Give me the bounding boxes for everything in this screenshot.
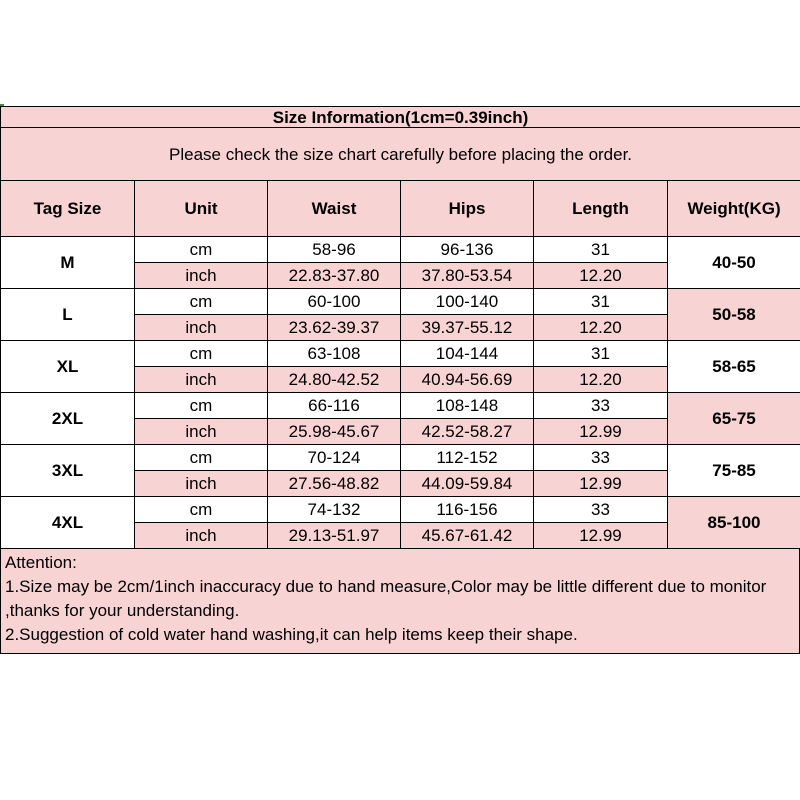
waist-cell: 22.83-37.80 [268,263,401,289]
unit-cell: cm [135,445,268,471]
chart-title: Size Information(1cm=0.39inch) [1,107,800,128]
tag-size-cell: XL [1,341,135,393]
header-weight: Weight(KG) [668,181,800,237]
table-row [1,341,800,367]
table-row [1,497,800,523]
waist-cell: 74-132 [268,497,401,523]
tag-size-cell: 3XL [1,445,135,497]
header-length: Length [534,181,668,237]
length-cell: 12.99 [534,471,668,497]
waist-cell: 70-124 [268,445,401,471]
notes-line-2: 2.Suggestion of cold water hand washing,it can help items keep their shape. [5,625,578,644]
weight-cell: 85-100 [668,497,800,549]
tag-size-cell: 2XL [1,393,135,445]
unit-cell: inch [135,315,268,341]
hips-cell: 40.94-56.69 [401,367,534,393]
hips-cell: 104-144 [401,341,534,367]
waist-cell: 58-96 [268,237,401,263]
header-hips: Hips [401,181,534,237]
table-row [1,393,800,419]
waist-cell: 25.98-45.67 [268,419,401,445]
header-row [1,181,800,237]
waist-cell: 23.62-39.37 [268,315,401,341]
notes-line-1: 1.Size may be 2cm/1inch inaccuracy due to hand measure,Color may be little different due to monitor ,thanks for your understanding. [5,577,767,620]
hips-cell: 42.52-58.27 [401,419,534,445]
waist-cell: 29.13-51.97 [268,523,401,549]
tag-size-cell: 4XL [1,497,135,549]
weight-cell: 75-85 [668,445,800,497]
unit-cell: inch [135,367,268,393]
header-unit: Unit [135,181,268,237]
notes-box [1,549,800,654]
hips-cell: 45.67-61.42 [401,523,534,549]
header-tag-size: Tag Size [1,181,135,237]
unit-cell: cm [135,393,268,419]
size-chart [0,106,800,654]
table-row [1,289,800,315]
unit-cell: inch [135,523,268,549]
length-cell: 12.20 [534,263,668,289]
tag-size-cell: M [1,237,135,289]
length-cell: 33 [534,445,668,471]
hips-cell: 39.37-55.12 [401,315,534,341]
length-cell: 31 [534,341,668,367]
length-cell: 33 [534,497,668,523]
unit-cell: inch [135,419,268,445]
length-cell: 12.99 [534,419,668,445]
hips-cell: 96-136 [401,237,534,263]
hips-cell: 37.80-53.54 [401,263,534,289]
length-cell: 31 [534,289,668,315]
hips-cell: 112-152 [401,445,534,471]
length-cell: 12.20 [534,367,668,393]
weight-cell: 40-50 [668,237,800,289]
length-cell: 12.99 [534,523,668,549]
waist-cell: 27.56-48.82 [268,471,401,497]
table-row [1,237,800,263]
weight-cell: 58-65 [668,341,800,393]
unit-cell: cm [135,497,268,523]
waist-cell: 60-100 [268,289,401,315]
length-cell: 33 [534,393,668,419]
length-cell: 31 [534,237,668,263]
unit-cell: inch [135,263,268,289]
hips-cell: 44.09-59.84 [401,471,534,497]
hips-cell: 108-148 [401,393,534,419]
hips-cell: 100-140 [401,289,534,315]
waist-cell: 66-116 [268,393,401,419]
unit-cell: inch [135,471,268,497]
waist-cell: 63-108 [268,341,401,367]
hips-cell: 116-156 [401,497,534,523]
tag-size-cell: L [1,289,135,341]
length-cell: 12.20 [534,315,668,341]
size-table [0,106,800,549]
table-row [1,445,800,471]
notes-heading: Attention: [5,553,77,572]
waist-cell: 24.80-42.52 [268,367,401,393]
notes-table [0,548,800,654]
chart-subtitle: Please check the size chart carefully before placing the order. [1,128,800,181]
weight-cell: 50-58 [668,289,800,341]
weight-cell: 65-75 [668,393,800,445]
header-waist: Waist [268,181,401,237]
unit-cell: cm [135,237,268,263]
unit-cell: cm [135,341,268,367]
unit-cell: cm [135,289,268,315]
